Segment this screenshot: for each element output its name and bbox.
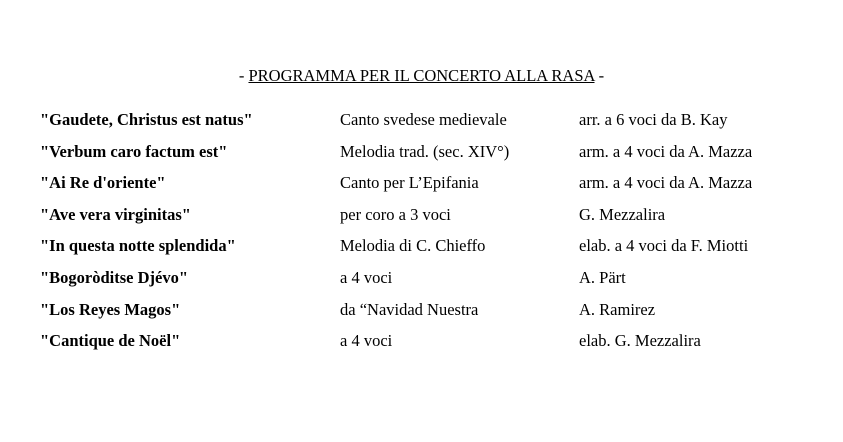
piece-title: "Los Reyes Magos"	[40, 299, 181, 319]
piece-arrangement: A. Pärt	[579, 267, 626, 287]
piece-description: Canto svedese medievale	[340, 110, 507, 129]
heading-prefix: -	[238, 66, 249, 85]
piece-title: "In questa notte splendida"	[40, 236, 236, 256]
program-row	[40, 267, 830, 299]
piece-title: "Cantique de Noël"	[40, 331, 181, 351]
piece-description: a 4 voci	[340, 267, 393, 287]
piece-arrangement: arr. a 6 voci da B. Kay	[579, 110, 728, 129]
piece-arrangement: A. Ramirez	[579, 299, 656, 319]
piece-arrangement: arm. a 4 voci da A. Mazza	[579, 173, 753, 193]
piece-arrangement: arm. a 4 voci da A. Mazza	[579, 141, 753, 161]
heading-title: PROGRAMMA PER IL CONCERTO ALLA RASA	[248, 66, 595, 85]
piece-description: a 4 voci	[340, 331, 393, 351]
program-row	[40, 299, 830, 331]
program-row	[40, 204, 830, 236]
piece-title: "Verbum caro factum est"	[40, 141, 228, 161]
program-heading	[0, 66, 843, 86]
piece-arrangement: elab. G. Mezzalira	[579, 331, 701, 351]
piece-arrangement: G. Mezzalira	[579, 204, 666, 224]
piece-arrangement: elab. a 4 voci da F. Miotti	[579, 236, 749, 256]
program-row	[40, 330, 830, 362]
piece-description: Melodia trad. (sec. XIV°)	[340, 141, 510, 161]
heading-suffix: -	[594, 66, 605, 85]
piece-description: per coro a 3 voci	[340, 204, 451, 224]
piece-description: Canto per L’Epifania	[340, 173, 479, 193]
program-row	[40, 235, 830, 267]
piece-title: "Ave vera virginitas"	[40, 204, 191, 224]
piece-description: Melodia di C. Chieffo	[340, 236, 486, 256]
piece-description: da “Navidad Nuestra	[340, 299, 479, 319]
piece-title: "Bogoròditse Djévo"	[40, 267, 189, 287]
program-list	[40, 109, 830, 362]
piece-title: "Gaudete, Christus est natus"	[40, 110, 253, 129]
program-row	[40, 172, 830, 204]
piece-title: "Ai Re d'oriente"	[40, 173, 166, 193]
program-row	[40, 141, 830, 173]
program-row	[40, 109, 830, 141]
